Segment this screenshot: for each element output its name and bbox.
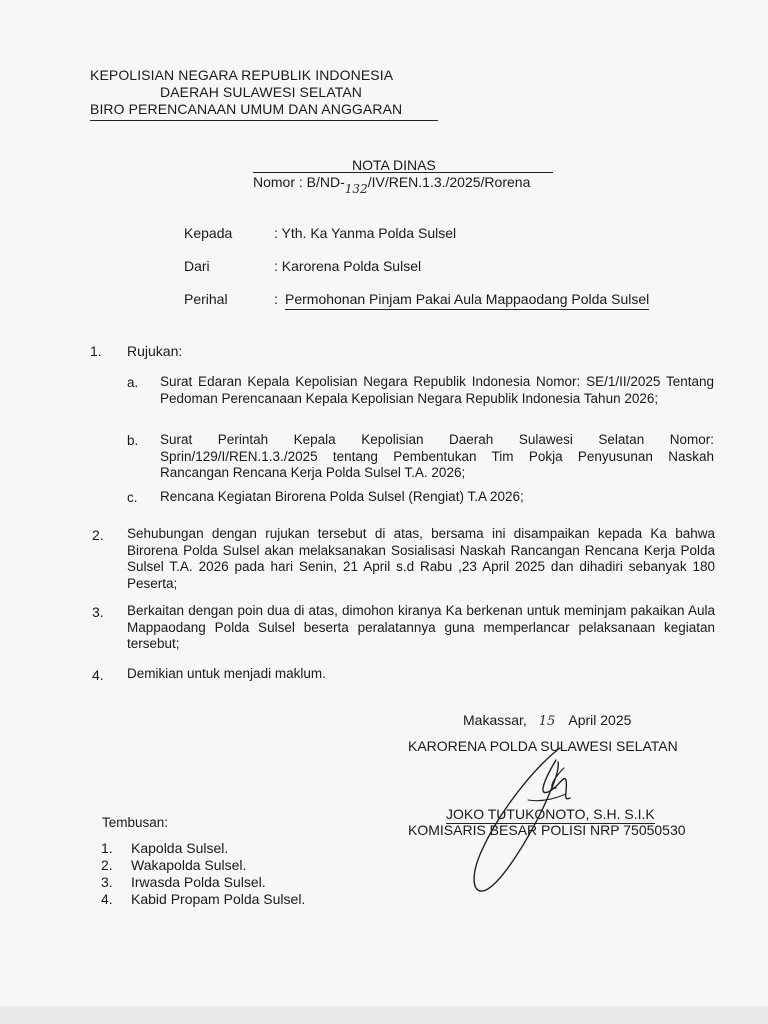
cc-item-1-number: 1. <box>101 840 113 856</box>
ref-c-letter: c. <box>127 490 138 505</box>
cc-item-2: Wakapolda Sulsel. <box>131 857 247 873</box>
para-1-number: 1. <box>90 343 102 359</box>
letterhead-line-3: BIRO PERENCANAAN UMUM DAN ANGGARAN <box>90 101 438 121</box>
para-1-title: Rujukan: <box>127 343 183 359</box>
handwritten-signature <box>440 740 590 900</box>
para-3-text: Berkaitan dengan poin dua di atas, dimohon kiranya Ka berkenan untuk meminjam pakaikan Aula Mappaodang Polda Sulsel beserta peralatannya guna memperlancar pelaksanaan kegiatan tersebut; <box>127 603 715 651</box>
heading-rule <box>253 172 553 173</box>
para-4-text: Demikian untuk menjadi maklum. <box>127 666 326 681</box>
signature-office: KARORENA POLDA SULAWESI SELATAN <box>408 738 678 754</box>
perihal-colon: : <box>274 291 278 307</box>
cc-item-3: Irwasda Polda Sulsel. <box>131 874 266 890</box>
signatory-name: JOKO TUTUKONOTO, S.H. S.I.K <box>446 806 655 822</box>
kepada-value: : Yth. Ka Yanma Polda Sulsel <box>274 225 457 241</box>
page-bottom-edge <box>0 1006 768 1024</box>
cc-item-2-number: 2. <box>101 857 113 873</box>
memo-number-prefix: Nomor : B/ND- <box>253 174 345 190</box>
letterhead-line-1: KEPOLISIAN NEGARA REPUBLIK INDONESIA <box>90 67 394 83</box>
dari-label: Dari <box>184 258 210 274</box>
cc-item-4-number: 4. <box>101 891 113 907</box>
ref-a-text: Surat Edaran Kepala Kepolisian Negara Republik Indonesia Nomor: SE/1/II/2025 Tentang Pedoman Perencanaan Kepala Kepolisian Negara Republik Indonesia Tahun 2026; <box>160 374 714 406</box>
memo-number-suffix: /IV/REN.1.3./2025/Rorena <box>367 174 531 190</box>
ref-b-letter: b. <box>127 433 139 448</box>
ref-b-text: Surat Perintah Kepala Kepolisian Daerah Sulawesi Selatan Nomor: Sprin/129/I/REN.1.3./2025 tentang Pembentukan Tim Pokja Penyusunan Naskah Rancangan Rencana Kerja Polda Sulsel T.A. 2026; <box>160 432 714 480</box>
cc-item-3-number: 3. <box>101 874 113 890</box>
para-3-number: 3. <box>92 604 104 620</box>
signature-place: Makassar, <box>463 712 527 728</box>
cc-item-1: Kapolda Sulsel. <box>131 840 229 856</box>
para-2-number: 2. <box>92 527 104 543</box>
para-4-number: 4. <box>92 667 104 683</box>
para-2-text: Sehubungan dengan rujukan tersebut di atas, bersama ini disampaikan kepada Ka bahwa Birorena Polda Sulsel akan melaksanakan Sosialisasi Naskah Rancangan Rencana Kerja Polda Sulsel T.A. 2026 pada hari Senin, 21 April s.d Rabu ,23 April 2025 dan dihadiri sebanyak 180 Peserta; <box>127 526 715 591</box>
perihal-value: Permohonan Pinjam Pakai Aula Mappaodang Polda Sulsel <box>285 291 649 310</box>
kepada-label: Kepada <box>184 225 233 241</box>
memo-number-handwritten: 132 <box>344 182 368 196</box>
ref-c-text: Rencana Kegiatan Birorena Polda Sulsel (Rengiat) T.A 2026; <box>160 489 524 504</box>
memo-number <box>253 174 531 196</box>
signature-date <box>463 712 631 729</box>
ref-a-letter: a. <box>127 375 139 390</box>
letterhead-line-2: DAERAH SULAWESI SELATAN <box>160 84 362 100</box>
cc-title: Tembusan: <box>102 815 169 830</box>
signature-day-handwritten: 15 <box>538 714 556 729</box>
memo-heading: NOTA DINAS <box>352 157 436 173</box>
signature-month-year: April 2025 <box>568 712 632 728</box>
signatory-rank: KOMISARIS BESAR POLISI NRP 75050530 <box>408 822 686 838</box>
dari-value: : Karorena Polda Sulsel <box>274 258 422 274</box>
cc-item-4: Kabid Propam Polda Sulsel. <box>131 891 306 907</box>
perihal-label: Perihal <box>184 291 228 307</box>
